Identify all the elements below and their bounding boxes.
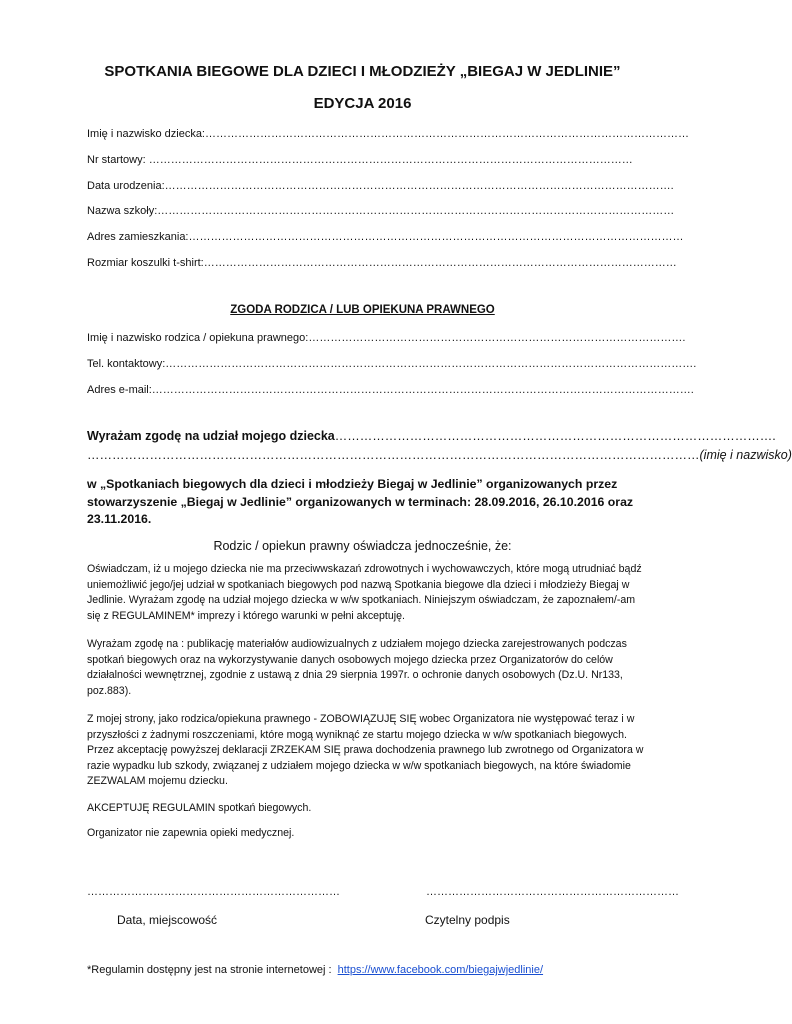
consent-name-line[interactable] [87,448,792,462]
edition-title: EDYCJA 2016 [313,95,412,112]
address-field[interactable] [87,231,684,243]
date-place-line[interactable]: …………………………………………………………… [87,886,340,898]
signature-line[interactable]: …………………………………………………………… [426,886,679,898]
field-label: Adres zamieszkania: [87,231,189,243]
phone-field[interactable] [87,358,697,370]
signature-label: Czytelny podpis [425,913,510,927]
field-label: Nazwa szkoły: [87,205,158,217]
field-label: Imię i nazwisko dziecka: [87,128,205,140]
event-description: w „Spotkaniach biegowych dla dzieci i młodzieży Biegaj w Jedlinie” organizowanych przez stowarzyszenie „Biegaj w Jedlinie” organizowanych w terminach: 28.09.2016, 26.10.2016 oraz 23.11.2016. [87,477,634,526]
field-dots: …………………………………………………………………………………………. [308,332,686,344]
field-label: Tel. kontaktowy: [87,358,166,370]
field-dots: …………………………………………………………………………………………………………………… [148,154,633,166]
field-dots: …………………………………………………………………………………………………………………………… [157,205,675,217]
declaration-heading: Rodzic / opiekun prawny oświadcza jednocześnie, że: [213,539,512,553]
date-place-label: Data, miejscowość [117,913,218,927]
field-label: Data urodzenia: [87,180,165,192]
footer-text: *Regulamin dostępny jest na stronie internetowej : [87,964,332,976]
field-dots: ……………………………………………………………………………………………………………………… [188,231,684,243]
field-dots: …………………………………………………………………………………………………………………………. [164,180,674,192]
regulations-link[interactable]: https://www.facebook.com/biegajwjedlinie/ [337,964,544,976]
declaration-paragraph: Organizator nie zapewnia opieki medycznej. [87,827,295,839]
school-name-field[interactable] [87,205,675,217]
declaration-paragraph: Wyrażam zgodę na : publikację materiałów audiowizualnych z udziałem mojego dziecka zarejestrowanych podczas spotkań biegowych oraz na wykorzystywanie danych osobowych mojego dziecka przez Organizatorów do celów działalności wewnętrznej, zgodnie z ustawą z dnia 29 sierpnia 1997r. o ochronie danych osobowych (Dz.U. Nr133, poz.883). [87,638,627,697]
field-dots: ………………………………………………………………………………………………………………………………. [165,358,697,370]
consent-label: Wyrażam zgodę na udział mojego dziecka [87,429,335,443]
parent-name-field[interactable] [87,332,686,344]
field-label: Imię i nazwisko rodzica / opiekuna prawnego: [87,332,309,344]
declaration-paragraph: Z mojej strony, jako rodzica/opiekuna prawnego - ZOBOWIĄZUJĘ SIĘ wobec Organizatora nie występować teraz i w przyszłości z żadnymi roszczeniami, które mogą wyniknąć ze startu mojego dziecka w w/w spotkaniach biegowych. Przez akceptację powyższej deklaracji ZRZEKAM SIĘ prawa dochodzenia prawnego lub zwrotnego od Organizatora w razie wypadku lub szkody, związanej z udziałem mojego dziecka w w/w spotkaniach biegowych, na które świadomie ZEZWALAM mojemu dziecku. [87,713,644,788]
form-title: SPOTKANIA BIEGOWE DLA DZIECI I MŁODZIEŻY „BIEGAJ W JEDLINIE” [104,63,621,80]
consent-name-hint: (imię i nazwisko) [699,448,792,462]
child-name-field[interactable] [87,128,689,140]
footer-note [87,964,543,976]
field-dots: ………………………………………………………………………………………………………………… [203,257,677,269]
email-field[interactable] [87,384,694,396]
consent-line[interactable] [87,429,776,443]
declaration-paragraph: AKCEPTUJĘ REGULAMIN spotkań biegowych. [87,802,312,814]
field-label: Rozmiar koszulki t-shirt: [87,257,204,269]
consent-dots: ………………………………………………………………………………………………………………………………… [87,448,700,462]
start-number-field[interactable] [87,154,633,166]
declaration-paragraph: Oświadczam, iż u mojego dziecka nie ma przeciwwskazań zdrowotnych i wychowawczych, które mogą utrudniać bądź uniemożliwić jego/jej udział w spotkaniach biegowych pod nazwą Spotkania biegowe dla dzieci i młodzieży Biegaj w Jedlinie. Wyrażam zgodę na udział mojego dziecka w w/w spotkaniach. Niniejszym oświadczam, że zapoznałem/-am się z REGULAMINEM* imprezy i którego warunki w pełni akceptuję. [87,563,642,622]
tshirt-size-field[interactable] [87,257,677,269]
consent-dots: ……………………………………………………………………………………………. [334,429,776,443]
field-dots: …………………………………………………………………………………………………………………… [205,128,689,140]
parent-consent-title: ZGODA RODZICA / LUB OPIEKUNA PRAWNEGO [230,304,495,316]
field-label: Nr startowy: [87,154,149,166]
field-label: Adres e-mail: [87,384,152,396]
birth-date-field[interactable] [87,180,674,192]
field-dots: …………………………………………………………………………………………………………………………………. [151,384,694,396]
